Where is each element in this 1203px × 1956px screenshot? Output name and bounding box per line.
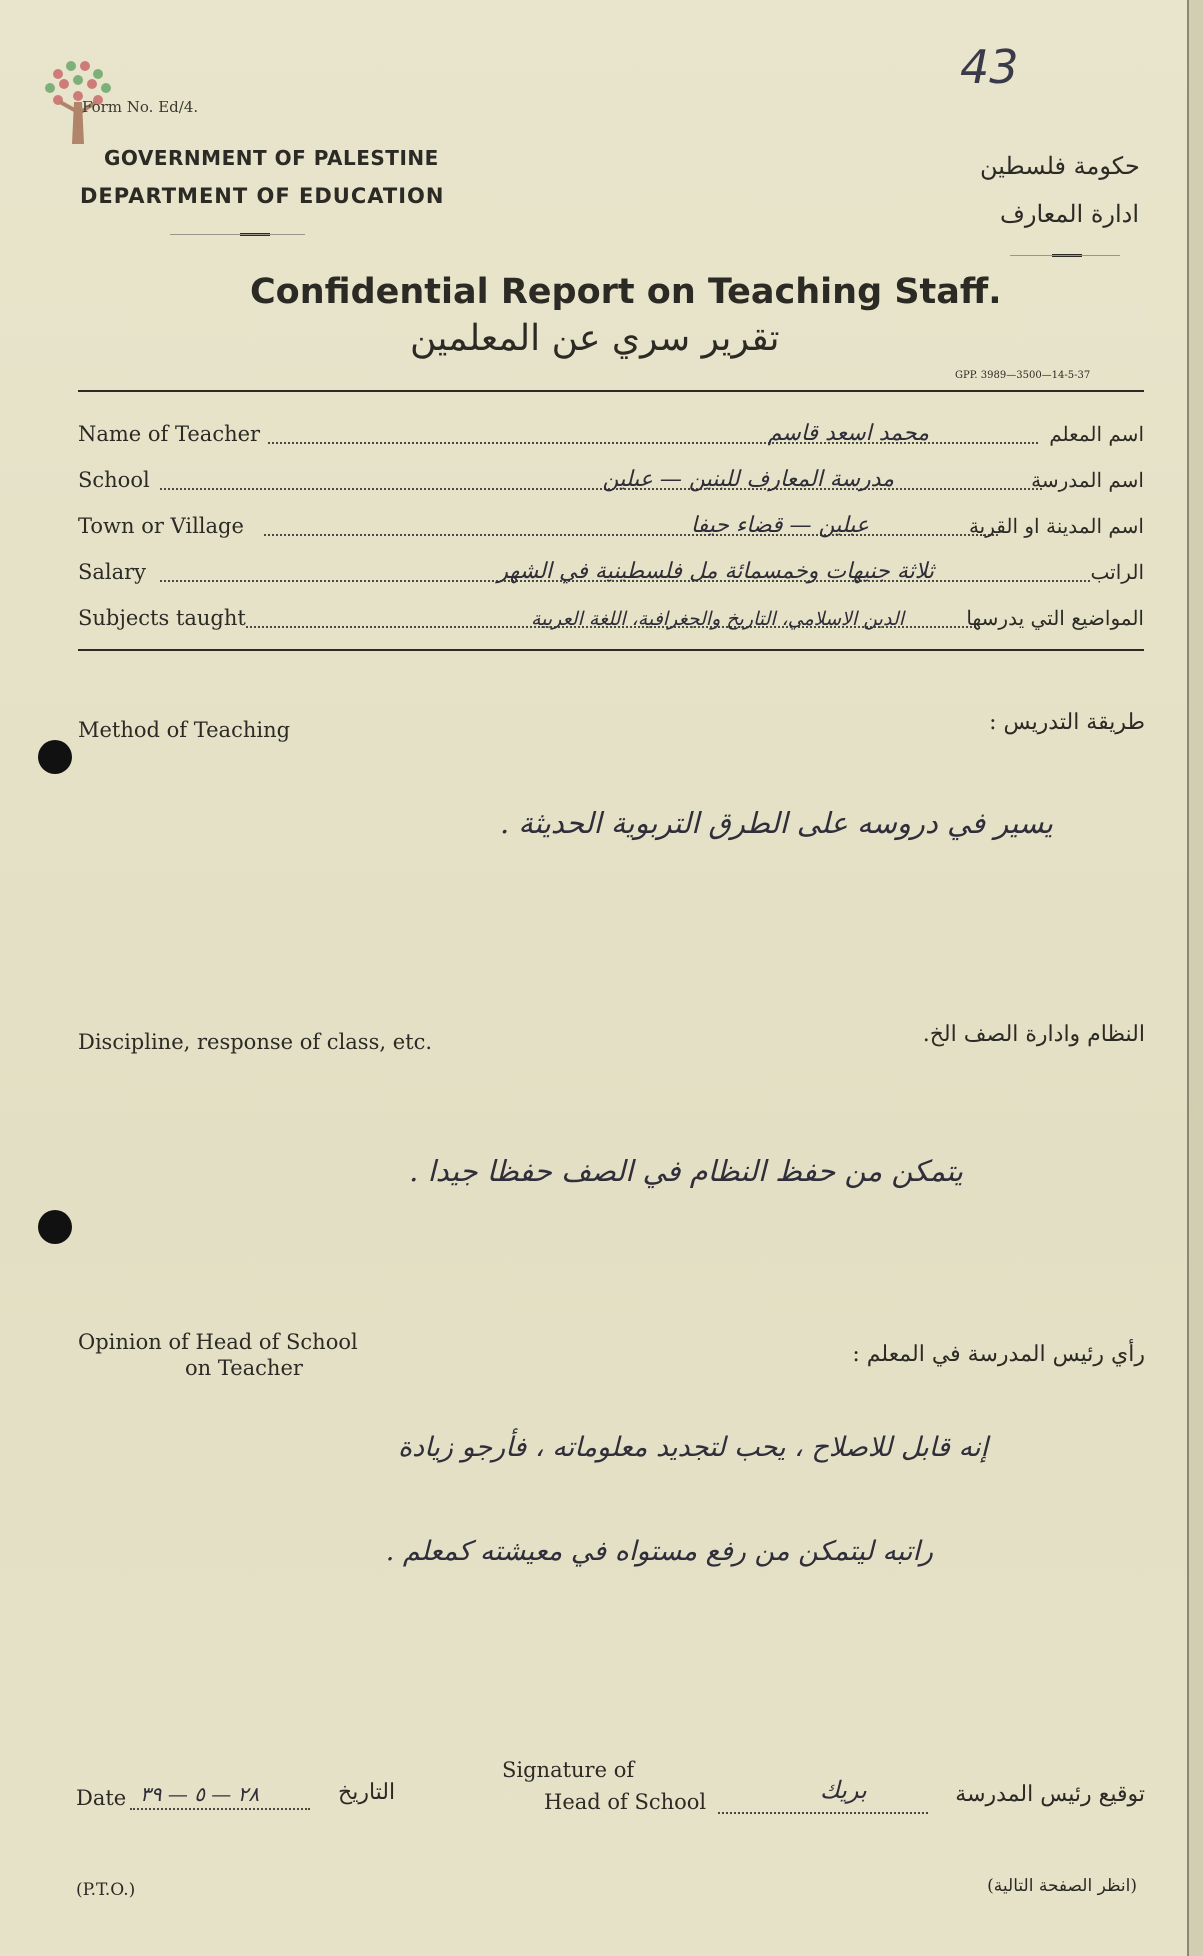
signature-label-arabic: توقيع رئيس المدرسة: [955, 1782, 1145, 1807]
page-number: 43: [960, 40, 1019, 94]
method-text: يسير في دروسه على الطرق التربوية الحديثة .: [499, 806, 1053, 840]
field-value: ثلاثة جنيهات وخمسمائة مل فلسطينية في الشهر: [497, 559, 934, 584]
dotted-line: [160, 488, 1042, 490]
field-school: [78, 460, 1144, 496]
opinion-label-arabic: رأي رئيس المدرسة في المعلم :: [852, 1342, 1145, 1367]
punch-hole: [38, 1210, 72, 1244]
form-number: Form No. Ed/4.: [82, 98, 199, 116]
field-town-or-village: [78, 506, 1144, 542]
method-label: Method of Teaching: [78, 718, 291, 742]
title-rule: [78, 390, 1144, 392]
opinion-text-line1: إنه قابل للاصلاح ، يحب لتجديد معلوماته ، فأرجو زيادة: [398, 1432, 988, 1463]
field-label-arabic: اسم المدينة او القرية: [968, 514, 1144, 538]
report-title-arabic: تقرير سري عن المعلمين: [410, 318, 780, 359]
department-heading-arabic: ادارة المعارف: [1000, 200, 1140, 228]
date-value: ٢٨ — ٥ — ٣٩: [140, 1782, 260, 1806]
pto-label-arabic: (انظر الصفحة التالية): [987, 1876, 1137, 1896]
punch-hole: [38, 740, 72, 774]
signature-label-line2: Head of School: [544, 1790, 707, 1814]
date-dotted-line: [130, 1808, 310, 1810]
discipline-label-arabic: النظام وادارة الصف الخ.: [922, 1022, 1145, 1047]
field-label-arabic: اسم المعلم: [1049, 422, 1144, 446]
department-heading: DEPARTMENT OF EDUCATION: [80, 184, 445, 208]
field-value: محمد اسعد قاسم: [767, 421, 929, 446]
date-label-arabic: التاريخ: [338, 1780, 396, 1805]
opinion-text-line2: راتبه ليتمكن من رفع مستواه في معيشته كمعلم .: [385, 1536, 933, 1567]
method-label-arabic: طريقة التدريس :: [989, 710, 1145, 735]
field-label: Town or Village: [78, 514, 244, 538]
field-salary: [78, 552, 1144, 588]
header-thin-rule-left: [170, 234, 305, 235]
header-thin-rule-right: [1010, 255, 1120, 256]
discipline-label: Discipline, response of class, etc.: [78, 1030, 433, 1054]
signature-label-line1: Signature of: [502, 1758, 635, 1782]
field-label: Name of Teacher: [78, 422, 261, 446]
field-label-arabic: المواضيع التي يدرسها: [966, 606, 1144, 630]
signature-value: بريك: [820, 1776, 867, 1804]
field-label-arabic: اسم المدرسة: [1031, 468, 1144, 492]
print-reference: GPP. 3989—3500—14-5-37: [955, 370, 1091, 381]
field-label: Subjects taught: [78, 606, 246, 630]
field-label-arabic: الراتب: [1090, 560, 1144, 584]
signature-dotted-line: [718, 1812, 928, 1814]
date-label: Date: [76, 1786, 127, 1810]
discipline-text: يتمكن من حفظ النظام في الصف حفظا جيدا .: [409, 1154, 963, 1188]
page-edge: [1187, 0, 1203, 1956]
opinion-label-line1: Opinion of Head of School: [78, 1330, 358, 1354]
field-value: الدين الاسلامي، التاريخ والجغرافية، اللغة العربية: [530, 608, 904, 630]
page-edge-line: [1187, 0, 1189, 1956]
government-heading: GOVERNMENT OF PALESTINE: [104, 146, 439, 170]
field-label: Salary: [78, 560, 147, 584]
field-subjects-taught: [78, 598, 1144, 634]
dotted-line: [264, 534, 998, 536]
field-label: School: [78, 468, 150, 492]
fields-rule: [78, 649, 1144, 651]
pto-label: (P.T.O.): [76, 1880, 136, 1900]
field-value: عبلين — قضاء حيفا: [690, 513, 869, 538]
government-heading-arabic: حكومة فلسطين: [980, 152, 1140, 180]
field-value: مدرسة المعارف للبنين — عبلين: [602, 467, 894, 492]
opinion-label-line2: on Teacher: [185, 1356, 303, 1380]
field-name-of-teacher: [78, 414, 1144, 450]
report-title: Confidential Report on Teaching Staff.: [250, 272, 1002, 312]
